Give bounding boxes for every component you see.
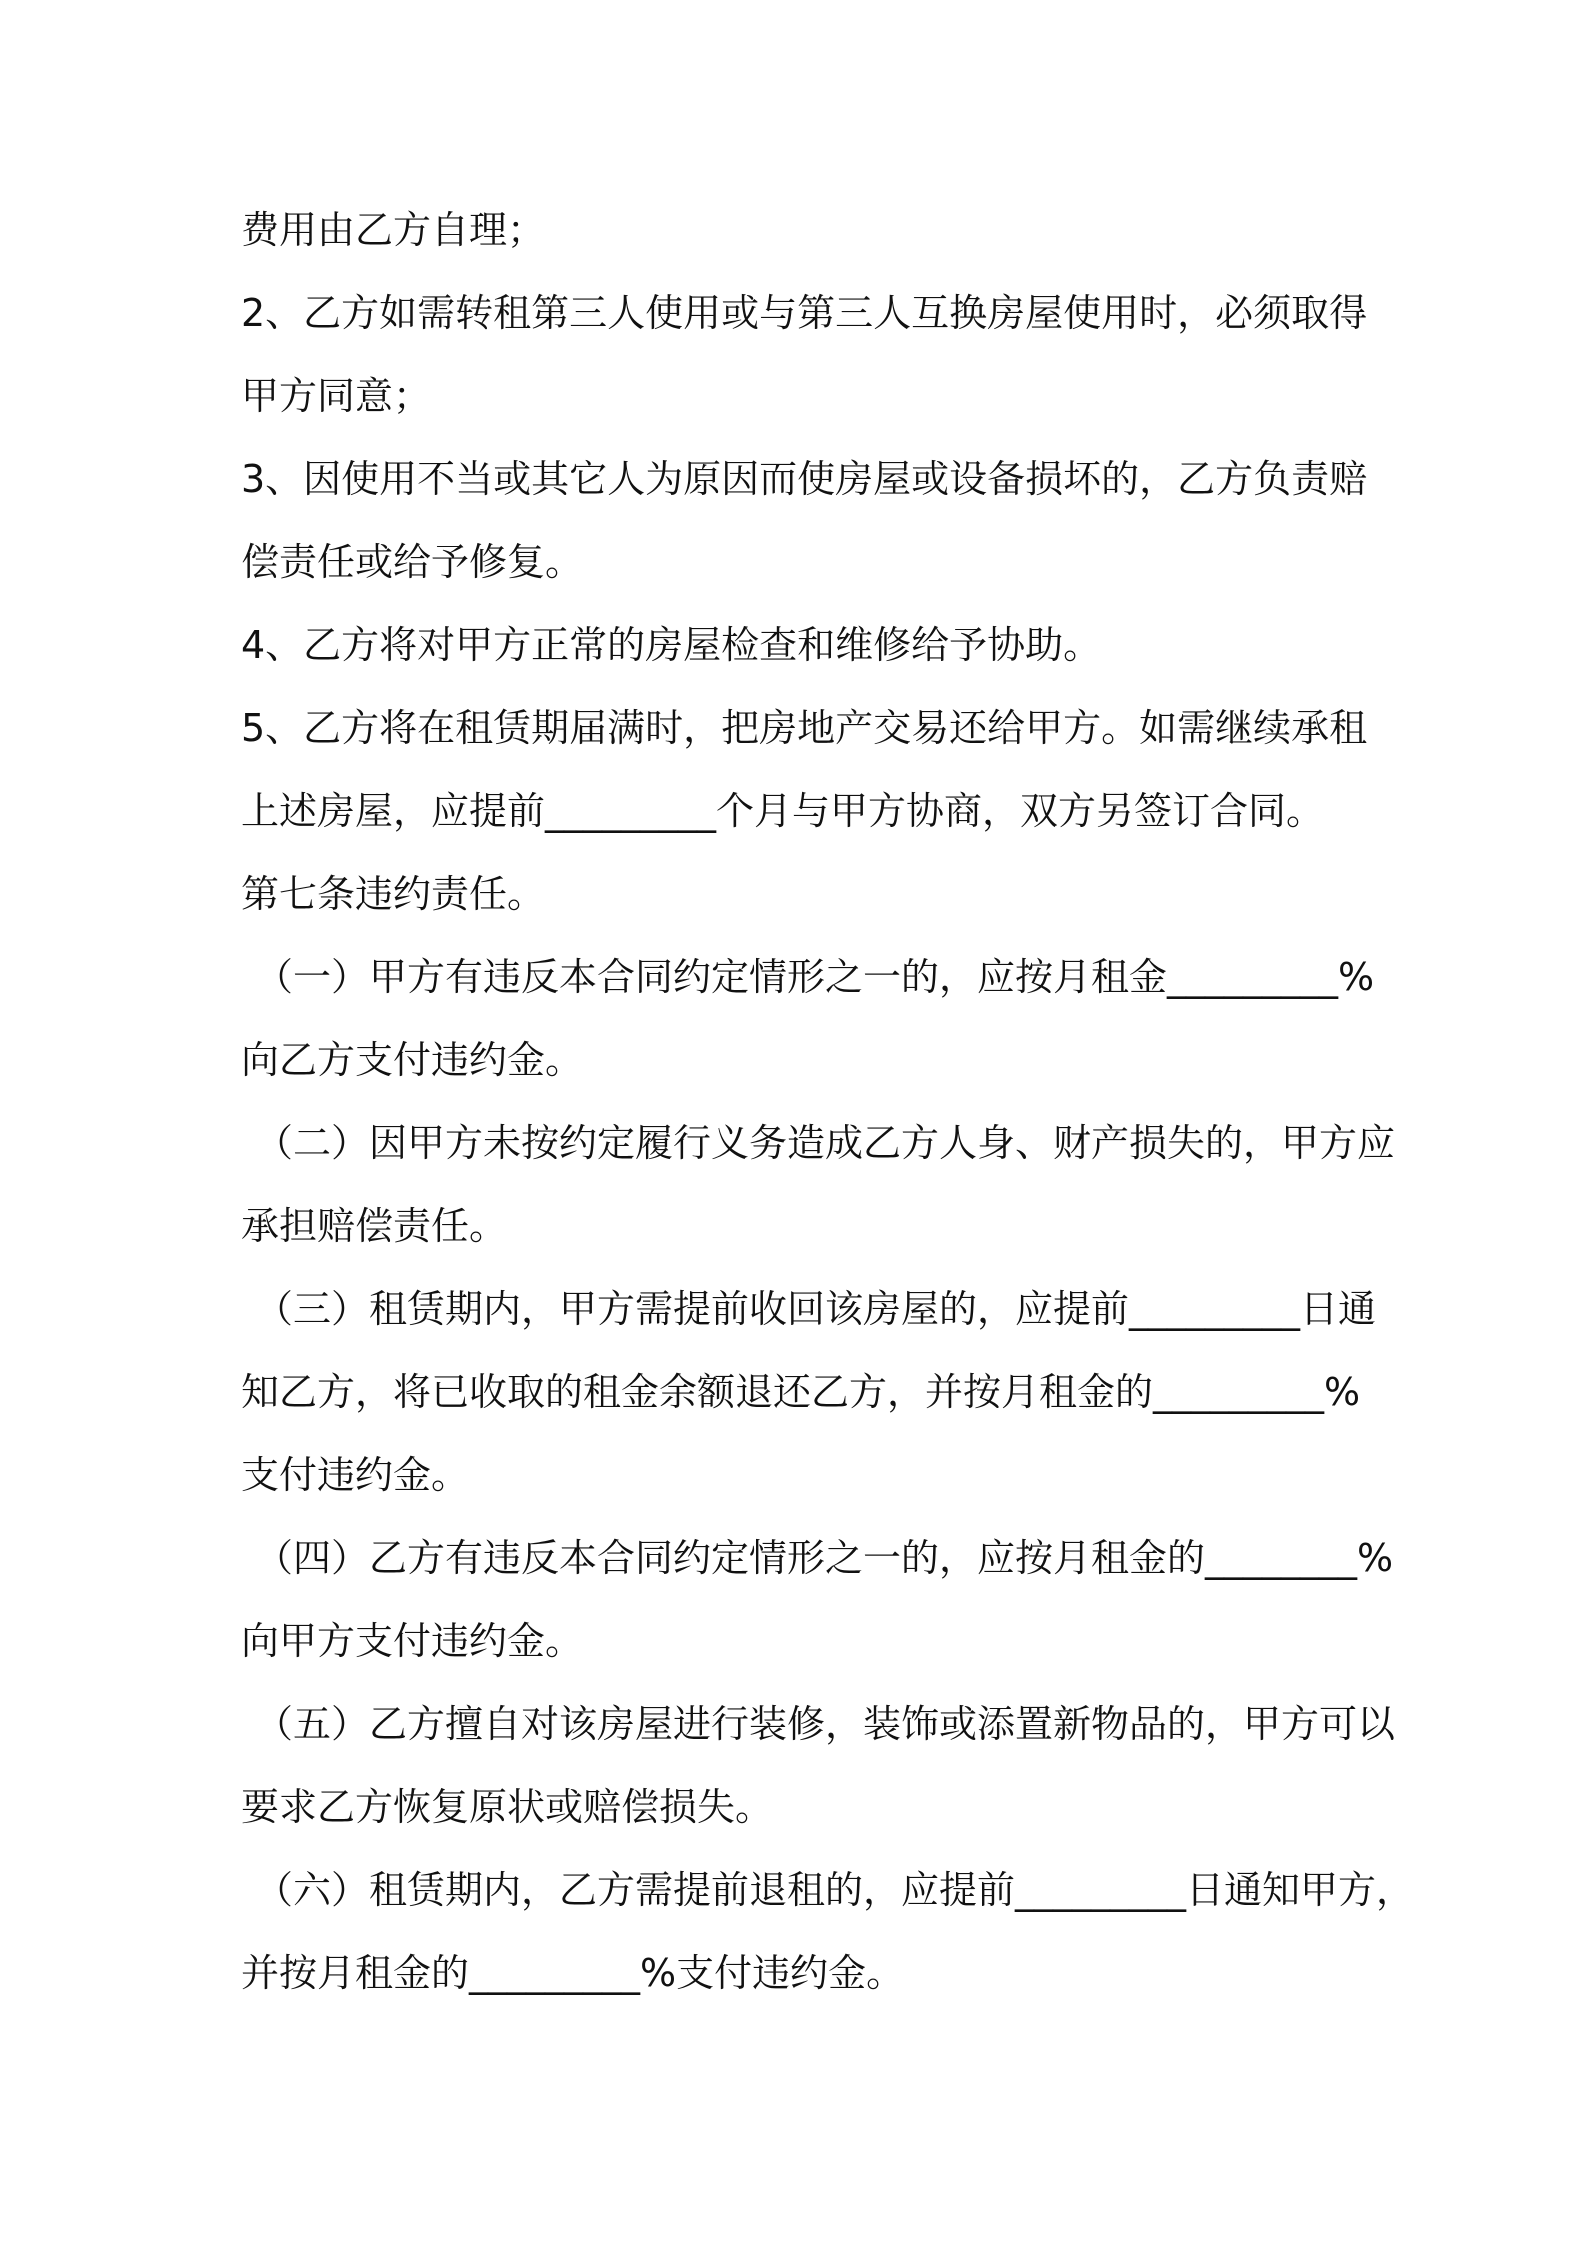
text-line-22: 并按月租金的_________%支付违约金。 xyxy=(241,1951,905,1995)
section-heading: 第七条违约责任。 xyxy=(241,872,546,916)
text-line-4: 3、因使用不当或其它人为原因而使房屋或设备损坏的，乙方负责赔 xyxy=(241,457,1368,501)
text-line-15: 知乙方，将已收取的租金余额退还乙方，并按月租金的_________% xyxy=(241,1370,1361,1414)
text-line-14: （三）租赁期内，甲方需提前收回该房屋的，应提前_________日通 xyxy=(255,1287,1377,1331)
text-line-13: 承担赔偿责任。 xyxy=(241,1204,508,1248)
text-line-1: 费用由乙方自理； xyxy=(241,208,546,252)
text-line-18: 向甲方支付违约金。 xyxy=(241,1619,584,1663)
text-line-5: 偿责任或给予修复。 xyxy=(241,540,584,584)
text-line-12: （二）因甲方未按约定履行义务造成乙方人身、财产损失的，甲方应 xyxy=(255,1121,1396,1165)
text-line-3: 甲方同意； xyxy=(241,374,432,418)
text-line-2: 2、乙方如需转租第三人使用或与第三人互换房屋使用时，必须取得 xyxy=(241,291,1368,335)
text-line-6: 4、乙方将对甲方正常的房屋检查和维修给予协助。 xyxy=(241,623,1102,667)
text-line-16: 支付违约金。 xyxy=(241,1453,470,1497)
text-line-10: （一）甲方有违反本合同约定情形之一的，应按月租金_________% xyxy=(255,955,1375,999)
text-line-11: 向乙方支付违约金。 xyxy=(241,1038,584,1082)
text-line-19: （五）乙方擅自对该房屋进行装修，装饰或添置新物品的，甲方可以 xyxy=(255,1702,1396,1746)
text-line-21: （六）租赁期内，乙方需提前退租的，应提前_________日通知甲方， xyxy=(255,1868,1415,1912)
text-line-7: 5、乙方将在租赁期届满时，把房地产交易还给甲方。如需继续承租 xyxy=(241,706,1368,750)
text-line-17: （四）乙方有违反本合同约定情形之一的，应按月租金的________% xyxy=(255,1536,1394,1580)
text-line-8: 上述房屋，应提前_________个月与甲方协商，双方另签订合同。 xyxy=(241,789,1325,833)
text-line-20: 要求乙方恢复原状或赔偿损失。 xyxy=(241,1785,774,1829)
